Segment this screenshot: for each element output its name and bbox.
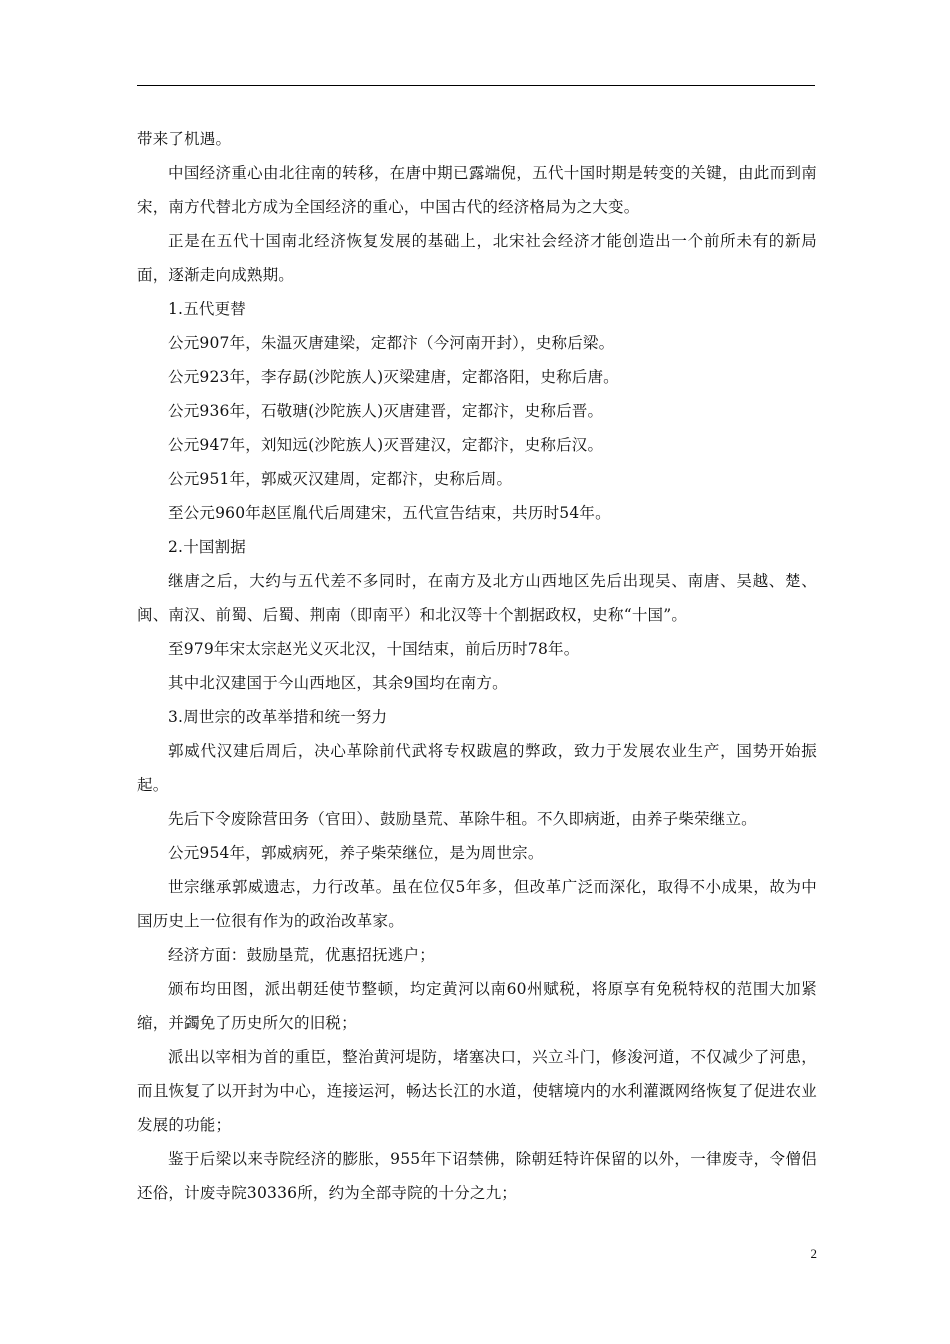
paragraph: 鉴于后梁以来寺院经济的膨胀，955年下诏禁佛，除朝廷特许保留的以外，一律废寺，令僧侣还俗，计废寺院30336所，约为全部寺院的十分之九； xyxy=(137,1150,817,1202)
section-heading: 3.周世宗的改革举措和统一努力 xyxy=(168,708,388,726)
paragraph: 先后下令废除营田务（官田）、鼓励垦荒、革除牛租。不久即病逝，由养子柴荣继立。 xyxy=(168,810,757,828)
page-number: 2 xyxy=(810,1246,817,1261)
paragraph: 公元947年，刘知远(沙陀族人)灭晋建汉，定都汴，史称后汉。 xyxy=(168,436,604,454)
paragraph: 其中北汉建国于今山西地区，其余9国均在南方。 xyxy=(168,674,508,692)
paragraph: 颁布均田图，派出朝廷使节整顿，均定黄河以南60州赋税，将原享有免税特权的范围大加紧缩，并蠲免了历史所欠的旧税； xyxy=(137,980,817,1032)
paragraph: 至公元960年赵匡胤代后周建宋，五代宣告结束，共历时54年。 xyxy=(168,504,611,522)
paragraph: 正是在五代十国南北经济恢复发展的基础上，北宋社会经济才能创造出一个前所未有的新局面，逐渐走向成熟期。 xyxy=(137,232,817,284)
paragraph: 经济方面：鼓励垦荒，优惠招抚逃户； xyxy=(168,946,435,964)
paragraph: 继唐之后，大约与五代差不多同时，在南方及北方山西地区先后出现吴、南唐、吴越、楚、闽、南汉、前蜀、后蜀、荆南（即南平）和北汉等十个割据政权，史称“十国”。 xyxy=(137,572,817,624)
paragraph: 至979年宋太宗赵光义灭北汉，十国结束，前后历时78年。 xyxy=(168,640,580,658)
paragraph: 派出以宰相为首的重臣，整治黄河堤防，堵塞决口，兴立斗门，修浚河道，不仅减少了河患，而且恢复了以开封为中心，连接运河，畅达长江的水道，使辖境内的水利灌溉网络恢复了促进农业发展的功能； xyxy=(137,1048,817,1134)
paragraph: 公元907年，朱温灭唐建梁，定都汴（今河南开封），史称后梁。 xyxy=(168,334,615,352)
section-heading: 1.五代更替 xyxy=(168,300,246,318)
paragraph: 公元951年，郭威灭汉建周，定都汴，史称后周。 xyxy=(168,470,513,488)
section-heading: 2.十国割据 xyxy=(168,538,246,556)
paragraph: 带来了机遇。 xyxy=(137,130,232,148)
paragraph: 公元923年，李存勗(沙陀族人)灭梁建唐，定都洛阳，史称后唐。 xyxy=(168,368,619,386)
paragraph: 公元954年，郭威病死，养子柴荣继位，是为周世宗。 xyxy=(168,844,544,862)
paragraph: 郭威代汉建后周后，决心革除前代武将专权跋扈的弊政，致力于发展农业生产，国势开始振起。 xyxy=(137,742,817,794)
document-body xyxy=(137,122,817,1210)
paragraph: 世宗继承郭威遗志，力行改革。虽在位仅5年多，但改革广泛而深化，取得不小成果，故为中国历史上一位很有作为的政治改革家。 xyxy=(137,878,817,930)
header-rule xyxy=(137,85,815,86)
paragraph: 中国经济重心由北往南的转移，在唐中期已露端倪，五代十国时期是转变的关键，由此而到南宋，南方代替北方成为全国经济的重心，中国古代的经济格局为之大变。 xyxy=(137,164,817,216)
paragraph: 公元936年，石敬瑭(沙陀族人)灭唐建晋，定都汴，史称后晋。 xyxy=(168,402,604,420)
